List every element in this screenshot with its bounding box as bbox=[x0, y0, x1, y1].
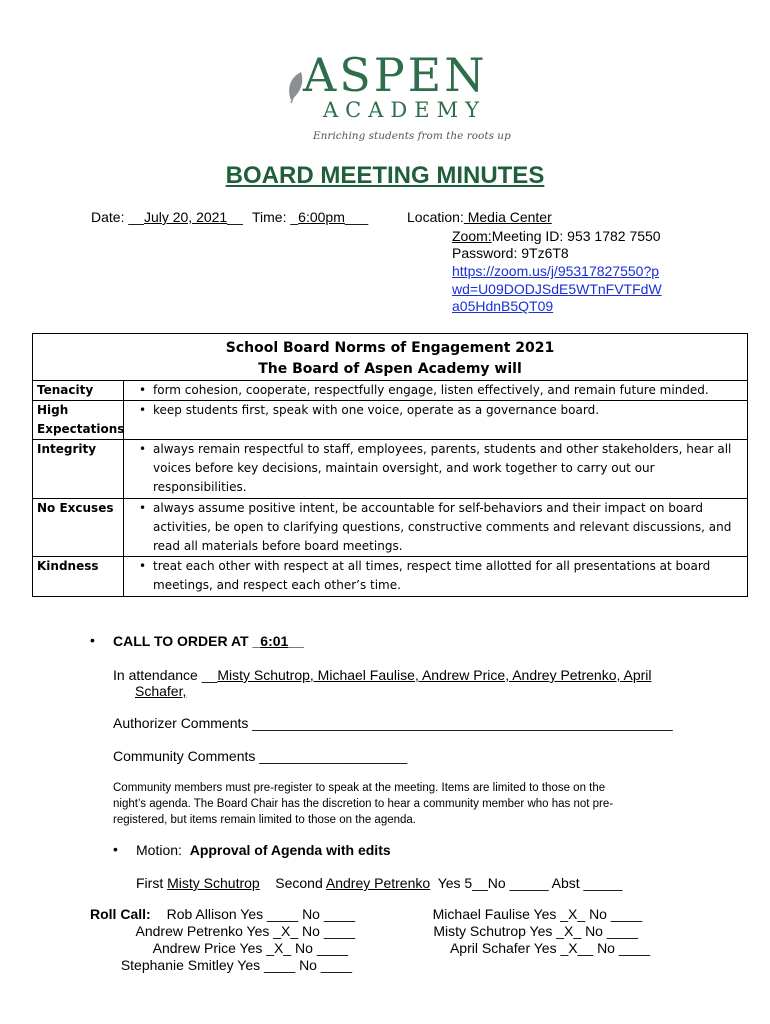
norm-label: No Excuses bbox=[37, 501, 114, 515]
call-to-order-value: 6:01 bbox=[260, 633, 289, 649]
norm-text: always assume positive intent, be accountable for self-behaviors and their impact on board activities, be open to clarifying questions, constructive comments and relevant discussions, and read all materials before board meetings. bbox=[153, 501, 732, 553]
motion-label: Motion: bbox=[136, 842, 182, 858]
date-tail: __ bbox=[227, 209, 243, 225]
motion-line bbox=[136, 842, 391, 859]
norms-heading-title: School Board Norms of Engagement 2021 bbox=[225, 340, 555, 356]
roll-call-right-1 bbox=[380, 906, 642, 923]
norm-row-no-excuses bbox=[33, 498, 747, 557]
motion-first: Misty Schutrop bbox=[167, 875, 260, 891]
call-to-order bbox=[113, 633, 304, 650]
motion-value: Approval of Agenda with edits bbox=[189, 842, 391, 858]
bullet-icon: • bbox=[139, 501, 147, 515]
bullet-icon: • bbox=[139, 442, 147, 456]
logo-subname: ACADEMY bbox=[323, 98, 486, 122]
bullet-icon: • bbox=[139, 403, 147, 417]
community-note: Community members must pre-register to speak at the meeting. Items are limited to those on the night’s agenda. The Board Chair has the discretion to hear a community member who has not pre- registered, but items remain limited to those on the agenda. bbox=[113, 782, 614, 826]
date-line bbox=[91, 209, 243, 226]
zoom-link-line-1[interactable]: https://zoom.us/j/95317827550?p bbox=[452, 263, 660, 279]
aspen-academy-logo bbox=[285, 48, 511, 148]
call-to-order-label: CALL TO ORDER AT _ bbox=[113, 633, 261, 649]
roll-call-entry: Misty Schutrop Yes _X_ No ____ bbox=[433, 923, 638, 939]
zoom-link[interactable] bbox=[452, 263, 662, 316]
motion-votes: Yes 5__No _____ Abst _____ bbox=[437, 875, 623, 891]
zoom-meeting-id: Meeting ID: 953 1782 7550 bbox=[491, 228, 661, 244]
location-value: Media Center bbox=[463, 209, 552, 225]
bullet-icon: • bbox=[139, 559, 147, 573]
zoom-label: Zoom: bbox=[452, 228, 492, 244]
roll-call-right-2 bbox=[380, 923, 638, 940]
roll-call-left-3 bbox=[60, 940, 348, 957]
roll-call-entry: Stephanie Smitley Yes ____ No ____ bbox=[120, 957, 352, 973]
norm-text: treat each other with respect at all times, respect time allotted for all presentations at board meetings, and respect each other’s time. bbox=[153, 559, 711, 592]
motion-second: Andrey Petrenko bbox=[325, 875, 431, 891]
norms-heading-subtitle: The Board of Aspen Academy will bbox=[258, 361, 522, 377]
location-label: Location: bbox=[407, 209, 464, 225]
time-label: Time: _ bbox=[252, 209, 299, 225]
roll-call-right-3 bbox=[380, 940, 650, 957]
attendance-names: Misty Schutrop, Michael Faulise, Andrew Price, Andrey Petrenko, April bbox=[217, 667, 652, 683]
norm-text: keep students first, speak with one voice, operate as a governance board. bbox=[153, 403, 600, 417]
page-title: BOARD MEETING MINUTES bbox=[225, 162, 545, 189]
roll-call-label: Roll Call: bbox=[90, 906, 151, 922]
zoom-link-line-2[interactable]: wd=U09DODJSdE5WTnFVTFdW bbox=[452, 280, 662, 297]
norm-row-integrity bbox=[33, 439, 747, 499]
norm-text: always remain respectful to staff, employees, parents, students and other stakeholders, hear all voices before key decisions, maintain oversight, and work together to carry out our responsibilities. bbox=[153, 442, 732, 494]
attendance-line bbox=[113, 667, 652, 684]
zoom-password: Password: 9Tz6T8 bbox=[452, 245, 569, 261]
zoom-link-line-3[interactable]: a05HdnB5QT09 bbox=[452, 298, 554, 314]
bullet-icon: • bbox=[113, 841, 118, 857]
motion-vote-line: First Misty Schutrop Second Andrey Petrenko Yes 5__No _____ Abst _____ bbox=[136, 875, 623, 891]
roll-call-left bbox=[60, 906, 355, 923]
norm-label: Kindness bbox=[37, 559, 99, 573]
authorizer-comments: Authorizer Comments ______________________________________________________ bbox=[113, 715, 673, 731]
logo-wordmark: ASPEN bbox=[303, 48, 488, 102]
time-line bbox=[252, 209, 368, 226]
norm-text: form cohesion, cooperate, respectfully engage, listen effectively, and remain future minded. bbox=[153, 383, 709, 397]
norm-label: Integrity bbox=[37, 442, 97, 456]
bullet-icon: • bbox=[90, 632, 95, 648]
norms-table bbox=[32, 333, 748, 597]
norm-row-kindness bbox=[33, 556, 747, 597]
roll-call-entry: Andrew Petrenko Yes _X_ No ____ bbox=[135, 923, 355, 939]
time-value: 6:00pm bbox=[298, 209, 345, 225]
community-comments: Community Comments ___________________ bbox=[113, 748, 408, 764]
attendance-names-cont: Schafer, bbox=[135, 683, 187, 699]
bullet-icon: • bbox=[139, 383, 147, 397]
roll-call-left-2 bbox=[60, 923, 355, 940]
location-line bbox=[407, 209, 552, 226]
roll-call-entry: Michael Faulise Yes _X_ No ____ bbox=[432, 906, 642, 922]
roll-call-entry: April Schafer Yes _X__ No ____ bbox=[449, 940, 650, 956]
norms-heading bbox=[33, 334, 747, 380]
roll-call-entry: Andrew Price Yes _X_ No ____ bbox=[152, 940, 348, 956]
norm-label: Tenacity bbox=[37, 383, 94, 397]
zoom-line bbox=[452, 228, 661, 245]
roll-call-entry: Rob Allison Yes ____ No ____ bbox=[166, 906, 355, 922]
attendance-label: In attendance __ bbox=[113, 667, 218, 683]
roll-call-left-4 bbox=[60, 957, 352, 974]
norm-row-tenacity bbox=[33, 380, 747, 401]
date-label: Date: __ bbox=[91, 209, 144, 225]
norm-row-high-expectations bbox=[33, 400, 747, 440]
time-tail: ___ bbox=[344, 209, 369, 225]
date-value: July 20, 2021 bbox=[143, 209, 228, 225]
norm-label: High Expectations bbox=[37, 403, 125, 436]
call-to-order-tail: __ bbox=[288, 633, 304, 649]
logo-tagline: Enriching students from the roots up bbox=[313, 130, 511, 142]
